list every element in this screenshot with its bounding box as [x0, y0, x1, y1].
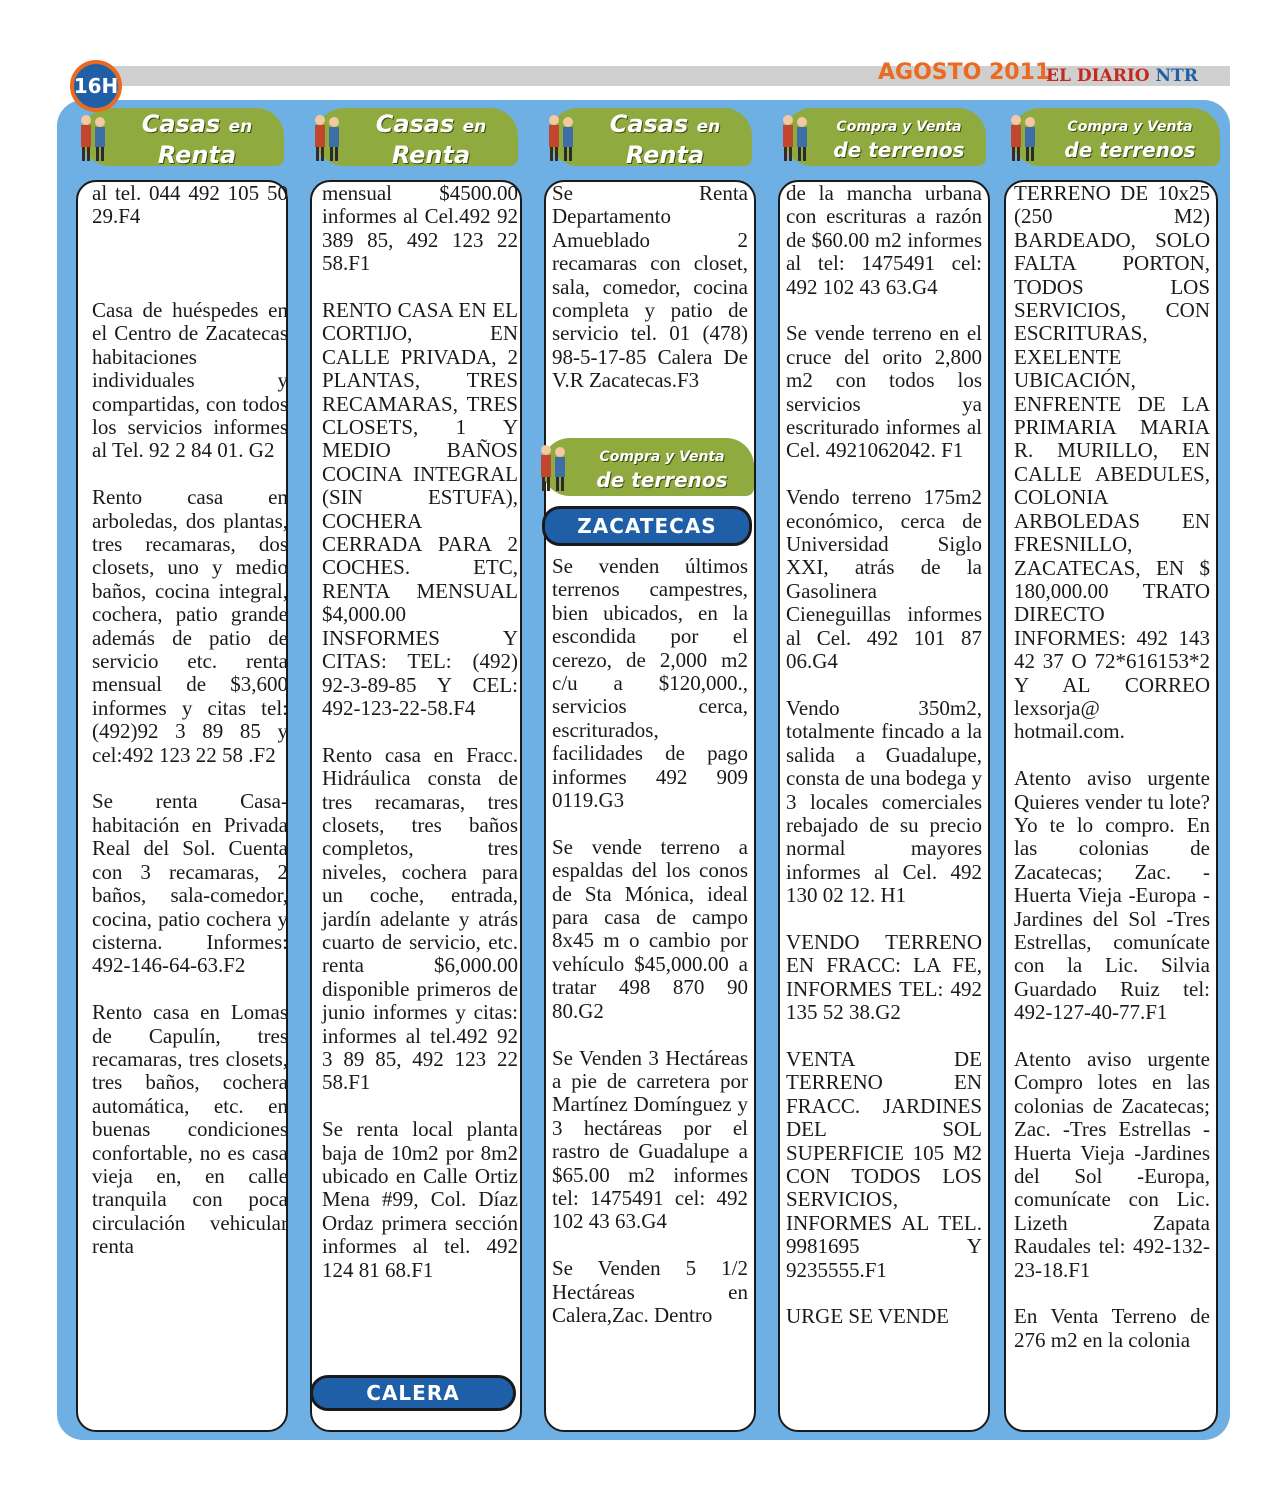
- ad-item: Se Renta Departamento Amueblado 2 recamaras con closet, sala, comedor, cocina completa y patio de servicio tel. 01 (478) 98-5-17-85 Calera De V.R Zacatecas.F3: [552, 181, 748, 393]
- ad-item: Se renta Casa-habitación en Privada Real del Sol. Cuenta con 3 recamaras, 2 baños, sala-comedor, cocina, patio cochera y cisterna. Informes: 492-146-64-63.F2: [92, 789, 288, 978]
- place-bar-calera: CALERA: [310, 1375, 516, 1411]
- couple-icon: [76, 110, 110, 164]
- section-title-small: en: [462, 117, 487, 137]
- section-title: [350, 110, 512, 169]
- ad-item: de la mancha urbana con escrituras a razón de $60.00 m2 informes al tel: 1475491 cel: 492 102 43 63.G4: [786, 181, 982, 299]
- section-title-line2: Renta: [391, 141, 471, 169]
- page-number-badge: 16H: [70, 60, 122, 112]
- section-title-small: en: [228, 117, 253, 137]
- section-header-terrenos: [1012, 108, 1220, 166]
- section-title: [584, 110, 746, 169]
- ad-item: Se renta local planta baja de 10m2 por 8m2 ubicado en Calle Ortiz Mena #99, Col. Díaz Ordaz primera sección informes al tel. 492 124 81 68.F1: [322, 1117, 518, 1282]
- couple-icon: [536, 440, 570, 494]
- ad-item: Rento casa en Lomas de Capulín, tres recamaras, tres closets, tres baños, cochera automática, etc. en buenas condiciones confortable, no es casa vieja en, en calle tranquila con poca circulación vehicular renta: [92, 1000, 288, 1259]
- ad-item: VENTA DE TERRENO EN FRACC. JARDINES DEL SOL SUPERFICIE 105 M2 CON TODOS LOS SERVICIOS, INFORMES AL TEL. 9981695 Y 9235555.F1: [786, 1046, 982, 1282]
- couple-icon: [544, 110, 578, 164]
- ad-item: Rento casa en Fracc. Hidráulica consta de tres recamaras, tres closets, tres baños completos, tres niveles, cochera para un coche, entrada, jardín adelante y atrás cuarto de servicio, etc. renta $6,000.00 disponible primeros de junio informes y citas: informes al tel.492 92 3 89 85, 492 123 22 58.F1: [322, 742, 518, 1095]
- section-title-line1: Compra y Venta: [599, 449, 725, 465]
- section-header-casas-renta: [316, 108, 518, 169]
- ad-item: Se Venden 3 Hectáreas a pie de carretera por Martínez Domínguez y 3 hectáreas por el rastro de Guadalupe a $65.00 m2 informes tel: 1475491 cel: 492 102 43 63.G4: [552, 1045, 748, 1234]
- place-bar-zacatecas: ZACATECAS: [542, 506, 752, 546]
- ad-item: Rento casa en arboledas, dos plantas, tres recamaras, dos closets, uno y medio baños, cocina integral, cochera, patio grande además de patio de servicio etc. renta mensual de $3,600 informes y citas tel: (492)92 3 89 85 y cel:492 123 22 58 .F2: [92, 485, 288, 767]
- section-title-line1: Casas: [609, 110, 689, 138]
- section-title: [818, 110, 980, 162]
- section-title-line1: Casas: [375, 110, 455, 138]
- section-title: [116, 110, 278, 169]
- section-title-line1: Casas: [141, 110, 221, 138]
- ad-item: Se venden últimos terrenos campestres, bien ubicados, en la escondida por el cerezo, de 2,000 m2 c/u a $120,000., servicios cerca, escriturados, facilidades de pago informes 492 909 0119.G3: [552, 554, 748, 813]
- ad-item: URGE SE VENDE: [786, 1304, 949, 1329]
- ad-item: mensual $4500.00 informes al Cel.492 92 389 85, 492 123 22 58.F1: [322, 181, 518, 276]
- section-title-line2: de terrenos: [596, 468, 728, 492]
- section-title-line2: Renta: [157, 141, 237, 169]
- newspaper-suffix: NTR: [1155, 66, 1198, 86]
- ad-item: VENDO TERRENO EN FRACC: LA FE, INFORMES TEL: 492 135 52 38.G2: [786, 929, 982, 1025]
- ad-item: al tel. 044 492 105 50 29.F4: [92, 181, 288, 229]
- newspaper-title: EL DIARIO: [1046, 66, 1150, 86]
- issue-date: AGOSTO 2011: [878, 60, 1051, 85]
- ad-item: Vendo terreno 175m2 económico, cerca de Universidad Siglo XXI, atrás de la Gasolinera Cieneguillas informes al Cel. 492 101 87 06.G4: [786, 485, 982, 674]
- section-title-line2: de terrenos: [1064, 138, 1196, 162]
- section-title-line1: Compra y Venta: [836, 119, 962, 135]
- ad-item: Atento aviso urgente Quieres vender tu lote? Yo te lo compro. En las colonias de Zacatecas; Zac. -Huerta Vieja -Europa -Jardines del Sol -Tres Estrellas, comunícate con la Lic. Silvia Guardado Ruiz tel: 492-127-40-77.F1: [1014, 766, 1210, 1025]
- ads-text-column-2: [322, 182, 518, 1282]
- ads-text-column-1: [92, 182, 288, 1259]
- ad-item: Se vende terreno en el cruce del orito 2,800 m2 con todos los servicios ya escriturado informes al Cel. 4921062042. F1: [786, 321, 982, 463]
- section-title-small: en: [696, 117, 721, 137]
- section-title-line2: Renta: [625, 141, 705, 169]
- section-header-terrenos: [784, 108, 986, 166]
- ad-item: Se Venden 5 1/2 Hectáreas en Calera,Zac. Dentro: [552, 1256, 748, 1327]
- ad-item: Vendo 350m2, totalmente fincado a la salida a Guadalupe, consta de una bodega y 3 locales comerciales rebajado de su precio normal mayores informes al Cel. 492 130 02 12. H1: [786, 695, 982, 908]
- ads-text-column-3-top: [552, 182, 748, 393]
- newspaper-name: [1046, 66, 1198, 86]
- ad-spacer: [92, 252, 288, 275]
- ad-item: Atento aviso urgente Compro lotes en las colonias de Zacatecas; Zac. -Tres Estrellas -Huerta Vieja -Jardines del Sol -Europa, comunícate con Lic. Lizeth Zapata Raudales tel: 492-132-23-18.F1: [1014, 1047, 1210, 1282]
- section-title: [576, 440, 748, 492]
- couple-icon: [310, 110, 344, 164]
- ads-text-column-4: [786, 182, 982, 1329]
- ad-item: En Venta Terreno de 276 m2 en la colonia: [1014, 1304, 1210, 1352]
- section-title: [1046, 110, 1214, 162]
- couple-icon: [1006, 110, 1040, 164]
- ad-item: Casa de huéspedes en el Centro de Zacatecas habitaciones individuales y compartidas, con todos los servicios informes al Tel. 92 2 84 01. G2: [92, 297, 288, 463]
- section-header-casas-renta: [82, 108, 284, 169]
- ads-text-column-3: [552, 555, 748, 1327]
- ad-item: Se vende terreno a espaldas del los conos de Sta Mónica, ideal para casa de campo 8x45 m o cambio por vehículo $45,000.00 a tratar 498 870 90 80.G2: [552, 834, 748, 1023]
- ad-item: RENTO CASA EN EL CORTIJO, EN CALLE PRIVADA, 2 PLANTAS, TRES RECAMARAS, TRES CLOSETS, 1 Y MEDIO BAÑOS COCINA INTEGRAL (SIN ESTUFA), COCHERA CERRADA PARA 2 COCHES. ETC, RENTA MENSUAL $4,000.00 INSFORMES Y CITAS: TEL: (492) 92-3-89-85 Y CEL: 492-123-22-58.F4: [322, 298, 518, 720]
- section-header-terrenos: [542, 438, 754, 496]
- section-title-line1: Compra y Venta: [1067, 119, 1193, 135]
- section-title-line2: de terrenos: [833, 138, 965, 162]
- section-header-casas-renta: [550, 108, 752, 169]
- ad-item: TERRENO DE 10x25 (250 M2) BARDEADO, SOLO FALTA PORTON, TODOS LOS SERVICIOS, CON ESCRITURAS, EXELENTE UBICACIÓN, ENFRENTE DE LA PRIMARIA MARIA R. MURILLO, EN CALLE ABEDULES, COLONIA ARBOLEDAS EN FRESNILLO, ZACATECAS, EN $ 180,000.00 TRATO DIRECTO INFORMES: 492 143 42 37 O 72*616153*2 Y AL CORREO lexsorja@ hotmail.com.: [1014, 181, 1210, 744]
- ads-text-column-5: [1014, 182, 1210, 1352]
- couple-icon: [778, 110, 812, 164]
